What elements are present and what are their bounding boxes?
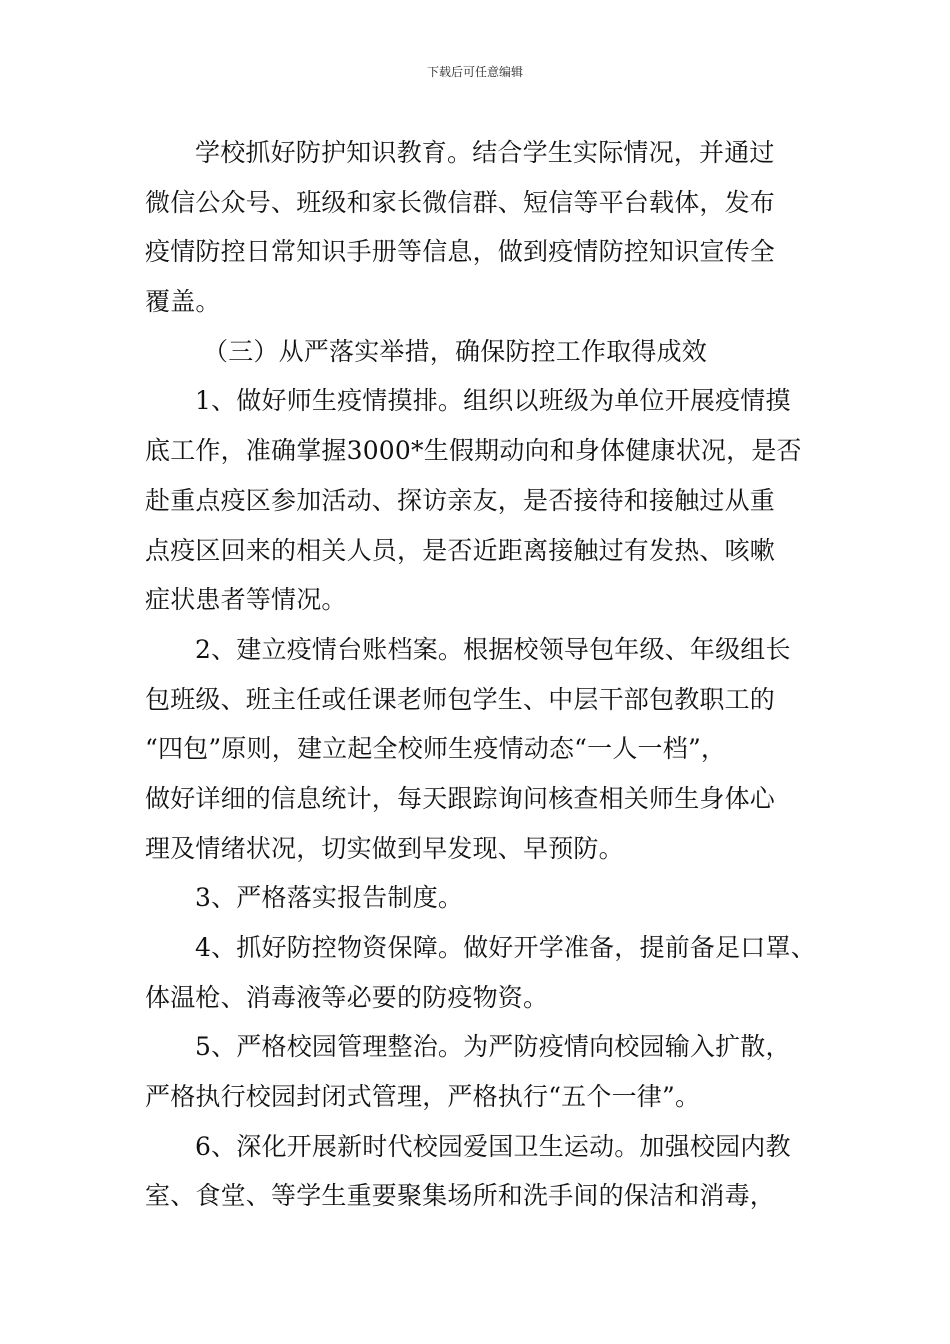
document-body — [145, 128, 835, 1221]
paragraph-line: 底工作，准确掌握3000*生假期动向和身体健康状况，是否 — [145, 436, 802, 466]
paragraph-line: 体温枪、消毒液等必要的防疫物资。 — [145, 982, 549, 1012]
paragraph-line: 做好详细的信息统计，每天跟踪询问核查相关师生身体心 — [145, 783, 776, 813]
paragraph-line: 点疫区回来的相关人员，是否近距离接触过有发热、咳嗽 — [145, 535, 776, 565]
paragraph-line: 室、食堂、等学生重要聚集场所和洗手间的保洁和消毒， — [145, 1181, 776, 1211]
paragraph-line: 严格执行校园封闭式管理，严格执行“五个一律”。 — [145, 1082, 701, 1112]
paragraph-line: 4、抓好防控物资保障。做好开学准备，提前备足口罩、 — [195, 933, 816, 962]
section-heading: （三）从严落实举措，确保防控工作取得成效 — [203, 336, 708, 366]
paragraph-line: 症状患者等情况。 — [145, 585, 347, 615]
paragraph-line: 1、做好师生疫情摸排。组织以班级为单位开展疫情摸 — [195, 386, 791, 416]
page-header: 下载后可任意编辑 — [426, 65, 523, 79]
paragraph-line: 覆盖。 — [145, 287, 221, 317]
paragraph-line: 2、建立疫情台账档案。根据校领导包年级、年级组长 — [195, 634, 791, 664]
paragraph-line: 微信公众号、班级和家长微信群、短信等平台载体，发布 — [145, 187, 776, 217]
paragraph-line: 赴重点疫区参加活动、探访亲友，是否接待和接触过从重 — [145, 485, 776, 515]
paragraph-line: 疫情防控日常知识手册等信息，做到疫情防控知识宣传全 — [145, 237, 776, 267]
paragraph-line: 5、严格校园管理整治。为严防疫情向校园输入扩散， — [195, 1032, 791, 1062]
paragraph-line: 包班级、班主任或任课老师包学生、中层干部包教职工的 — [145, 684, 776, 714]
paragraph-line: 6、深化开展新时代校园爱国卫生运动。加强校园内教 — [195, 1131, 791, 1161]
paragraph-line: 3、严格落实报告制度。 — [195, 883, 464, 913]
paragraph-line: 理及情绪状况，切实做到早发现、早预防。 — [145, 833, 624, 863]
paragraph-line: 学校抓好防护知识教育。结合学生实际情况，并通过 — [195, 138, 775, 167]
paragraph-line: “四包”原则，建立起全校师生疫情动态“一人一档”， — [145, 734, 727, 764]
